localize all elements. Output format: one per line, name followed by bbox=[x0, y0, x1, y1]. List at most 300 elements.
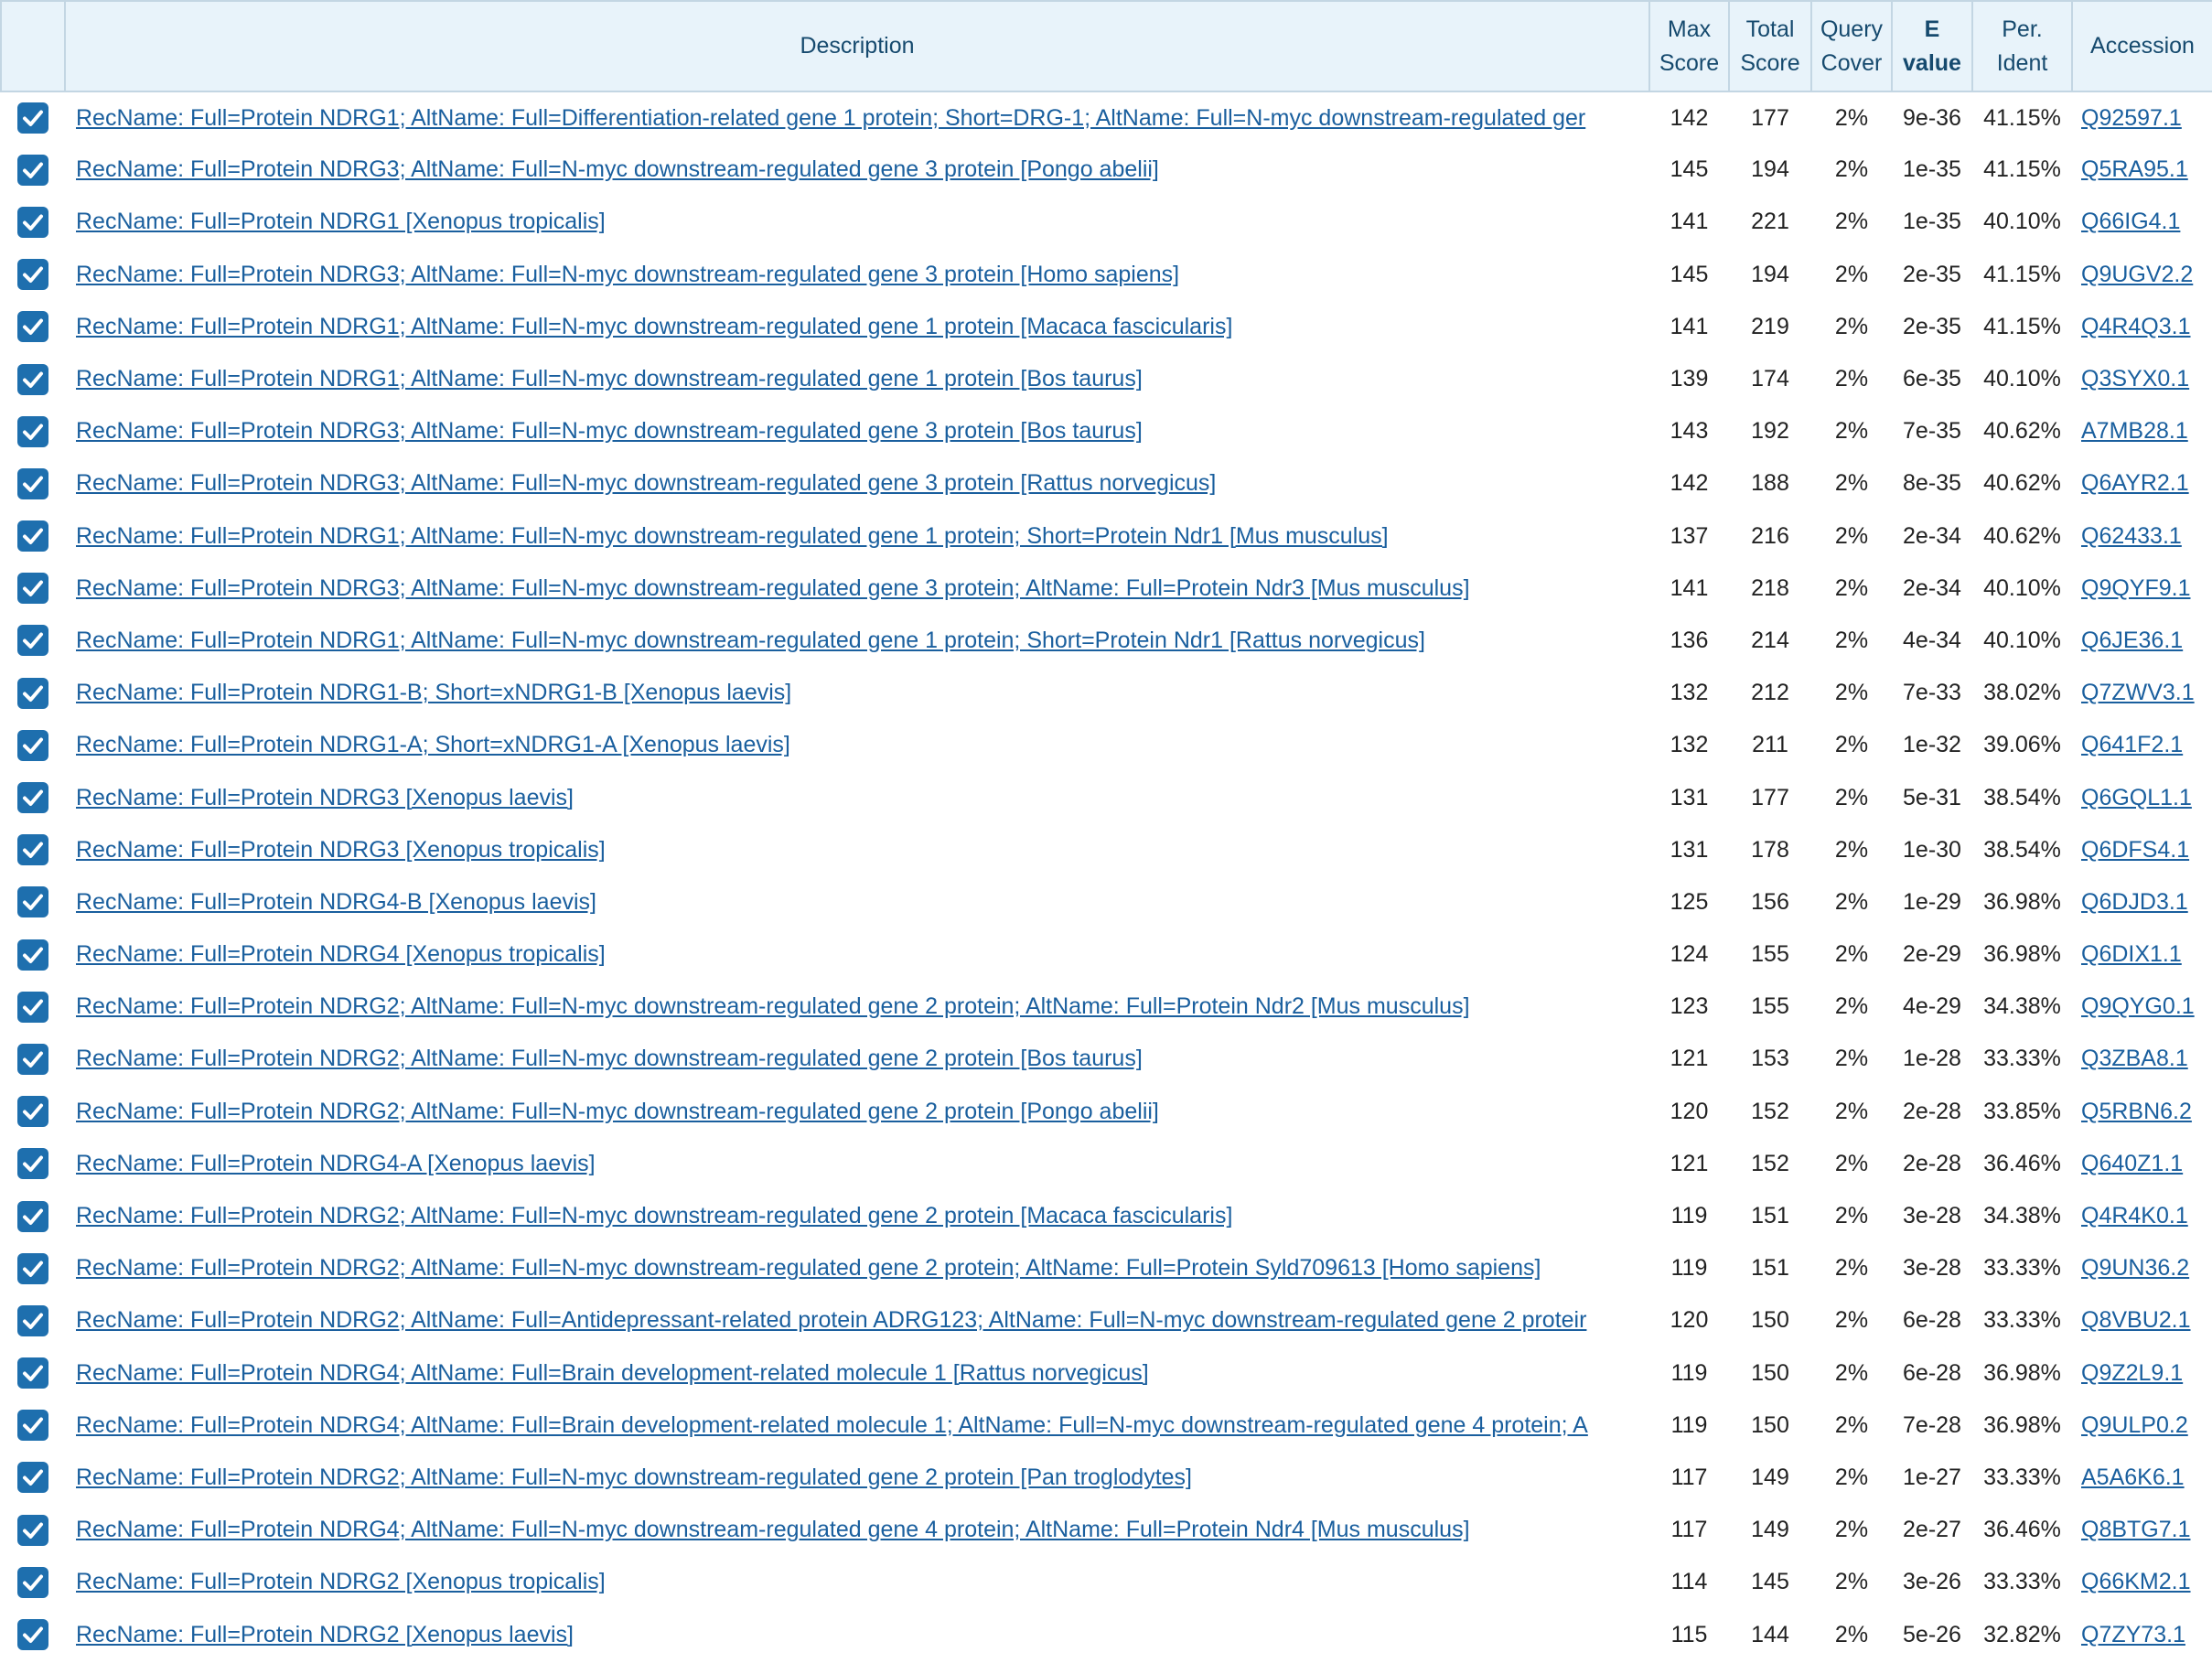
table-row bbox=[1, 667, 2212, 719]
total-score-cell: 188 bbox=[1751, 470, 1789, 497]
description-link[interactable]: RecName: Full=Protein NDRG2; AltName: Full=N-myc downstream-regulated gene 2 protein [Pan troglodytes] bbox=[76, 1464, 1192, 1490]
row-checkbox-cell bbox=[1, 457, 65, 510]
accession-link[interactable]: Q7ZWV3.1 bbox=[2081, 680, 2195, 706]
row-checkbox-cell bbox=[1, 1504, 65, 1556]
accession-cell bbox=[2072, 1452, 2212, 1504]
table-body bbox=[1, 91, 2212, 1661]
accession-cell bbox=[2072, 981, 2212, 1033]
query-cover-cell: 2% bbox=[1834, 993, 1869, 1020]
per-ident-cell: 38.54% bbox=[1983, 836, 2061, 863]
query-cover-cell: 2% bbox=[1834, 1255, 1869, 1282]
accession-link[interactable]: Q8VBU2.1 bbox=[2081, 1307, 2191, 1334]
table-row bbox=[1, 1086, 2212, 1138]
total-score-cell: 219 bbox=[1751, 313, 1789, 339]
description-link[interactable]: RecName: Full=Protein NDRG2; AltName: Full=N-myc downstream-regulated gene 2 protein; AltName: Full=Protein Syld709613 [Homo sapiens] bbox=[76, 1255, 1541, 1282]
row-checkbox[interactable] bbox=[17, 1567, 48, 1598]
accession-link[interactable]: Q5RA95.1 bbox=[2081, 156, 2188, 183]
max-score-cell: 143 bbox=[1670, 418, 1709, 445]
checkmark-icon bbox=[20, 1151, 46, 1176]
query-cover-cell: 2% bbox=[1834, 1411, 1869, 1438]
description-link[interactable]: RecName: Full=Protein NDRG1-A; Short=xNDRG1-A [Xenopus laevis] bbox=[76, 732, 790, 758]
query-cover-cell: 2% bbox=[1834, 209, 1869, 235]
total-score-cell: 214 bbox=[1751, 627, 1789, 653]
e-value-cell: 7e-35 bbox=[1903, 418, 1961, 445]
per-ident-cell: 34.38% bbox=[1983, 993, 2061, 1020]
accession-link[interactable]: Q6AYR2.1 bbox=[2081, 470, 2189, 497]
accession-link[interactable]: Q6GQL1.1 bbox=[2081, 784, 2192, 810]
description-link[interactable]: RecName: Full=Protein NDRG3; AltName: Full=N-myc downstream-regulated gene 3 protein [Homo sapiens] bbox=[76, 261, 1180, 287]
per-ident-cell: 33.85% bbox=[1983, 1098, 2061, 1124]
row-checkbox[interactable] bbox=[17, 625, 48, 656]
description-link[interactable]: RecName: Full=Protein NDRG4 [Xenopus tropicalis] bbox=[76, 941, 606, 968]
accession-link[interactable]: Q7ZY73.1 bbox=[2081, 1621, 2185, 1647]
description-link[interactable]: RecName: Full=Protein NDRG1; AltName: Full=Differentiation-related gene 1 protein; Short=DRG-1; AltName: Full=N-myc downstream-regulated ger bbox=[76, 104, 1586, 131]
checkmark-icon bbox=[20, 837, 46, 863]
per-ident-cell: 38.54% bbox=[1983, 784, 2061, 810]
max-score-cell: 145 bbox=[1670, 261, 1709, 287]
max-score-column-header[interactable] bbox=[1649, 1, 1729, 91]
query-cover-cell: 2% bbox=[1834, 680, 1869, 706]
description-link[interactable]: RecName: Full=Protein NDRG3; AltName: Full=N-myc downstream-regulated gene 3 protein [Rattus norvegicus] bbox=[76, 470, 1217, 497]
max-score-cell: 114 bbox=[1670, 1569, 1708, 1595]
table-row bbox=[1, 1138, 2212, 1190]
checkmark-icon bbox=[20, 314, 46, 339]
row-checkbox-cell bbox=[1, 824, 65, 876]
description-link[interactable]: RecName: Full=Protein NDRG1; AltName: Full=N-myc downstream-regulated gene 1 protein [Bos taurus] bbox=[76, 366, 1143, 392]
row-checkbox-cell bbox=[1, 876, 65, 928]
e-value-cell: 4e-34 bbox=[1903, 627, 1961, 653]
checkmark-icon bbox=[20, 575, 46, 601]
row-checkbox[interactable] bbox=[17, 1096, 48, 1127]
per-ident-cell: 36.46% bbox=[1983, 1517, 2061, 1543]
description-cell bbox=[65, 771, 1649, 823]
max-score-cell: 142 bbox=[1670, 470, 1709, 497]
query-cover-cell: 2% bbox=[1834, 1307, 1869, 1334]
description-cell bbox=[65, 824, 1649, 876]
accession-link[interactable]: Q6DIX1.1 bbox=[2081, 941, 2182, 968]
description-link[interactable]: RecName: Full=Protein NDRG4; AltName: Full=N-myc downstream-regulated gene 4 protein; AltName: Full=Protein Ndr4 [Mus musculus] bbox=[76, 1517, 1470, 1543]
description-cell bbox=[65, 563, 1649, 615]
total-score-header-line1: Total bbox=[1745, 16, 1795, 42]
description-cell bbox=[65, 249, 1649, 301]
e-value-cell: 5e-31 bbox=[1903, 784, 1961, 810]
description-cell bbox=[65, 196, 1649, 248]
e-value-cell: 2e-34 bbox=[1903, 522, 1961, 549]
row-checkbox-cell bbox=[1, 249, 65, 301]
per-ident-cell: 40.62% bbox=[1983, 418, 2061, 445]
e-value-cell: 6e-35 bbox=[1903, 366, 1961, 392]
total-score-cell: 155 bbox=[1751, 941, 1789, 968]
row-checkbox-cell bbox=[1, 1347, 65, 1400]
description-link[interactable]: RecName: Full=Protein NDRG4-B [Xenopus laevis] bbox=[76, 888, 596, 915]
max-score-header-line2: Score bbox=[1659, 49, 1720, 76]
query-cover-cell: 2% bbox=[1834, 732, 1869, 758]
table-row bbox=[1, 510, 2212, 563]
e-value-cell: 2e-27 bbox=[1903, 1517, 1961, 1543]
description-link[interactable]: RecName: Full=Protein NDRG2; AltName: Full=N-myc downstream-regulated gene 2 protein [Pongo abelii] bbox=[76, 1098, 1159, 1124]
row-checkbox[interactable] bbox=[17, 939, 48, 971]
accession-cell bbox=[2072, 457, 2212, 510]
table-row bbox=[1, 301, 2212, 353]
per-ident-cell: 41.15% bbox=[1983, 261, 2061, 287]
per-ident-cell: 40.10% bbox=[1983, 627, 2061, 653]
description-link[interactable]: RecName: Full=Protein NDRG2; AltName: Full=Antidepressant-related protein ADRG123; AltName: Full=N-myc downstream-regulated gene 2 proteir bbox=[76, 1307, 1587, 1334]
accession-link[interactable]: Q3SYX0.1 bbox=[2081, 366, 2190, 392]
row-checkbox-cell bbox=[1, 981, 65, 1033]
table-row bbox=[1, 981, 2212, 1033]
query-cover-cell: 2% bbox=[1834, 1621, 1869, 1647]
accession-link[interactable]: A5A6K6.1 bbox=[2081, 1464, 2185, 1490]
total-score-cell: 150 bbox=[1751, 1307, 1789, 1334]
row-checkbox-cell bbox=[1, 1242, 65, 1294]
total-score-cell: 177 bbox=[1751, 784, 1789, 810]
description-link[interactable]: RecName: Full=Protein NDRG1-B; Short=xNDRG1-B [Xenopus laevis] bbox=[76, 680, 792, 706]
accession-cell bbox=[2072, 615, 2212, 667]
checkmark-icon bbox=[20, 733, 46, 758]
table-row bbox=[1, 615, 2212, 667]
description-cell bbox=[65, 1556, 1649, 1608]
table-row bbox=[1, 1452, 2212, 1504]
max-score-cell: 124 bbox=[1670, 941, 1709, 968]
per-ident-cell: 38.02% bbox=[1983, 680, 2061, 706]
row-checkbox-cell bbox=[1, 301, 65, 353]
description-link[interactable]: RecName: Full=Protein NDRG2; AltName: Full=N-myc downstream-regulated gene 2 protein [Macaca fascicularis] bbox=[76, 1203, 1233, 1229]
total-score-cell: 194 bbox=[1751, 156, 1789, 183]
accession-cell bbox=[2072, 876, 2212, 928]
per-ident-cell: 36.98% bbox=[1983, 941, 2061, 968]
table-row bbox=[1, 457, 2212, 510]
accession-cell bbox=[2072, 353, 2212, 405]
row-checkbox[interactable] bbox=[17, 1619, 48, 1650]
description-link[interactable]: RecName: Full=Protein NDRG4; AltName: Full=Brain development-related molecule 1 [Rattus norvegicus] bbox=[76, 1359, 1149, 1386]
table-row bbox=[1, 1242, 2212, 1294]
max-score-cell: 121 bbox=[1670, 1046, 1709, 1072]
description-link[interactable]: RecName: Full=Protein NDRG4-A [Xenopus laevis] bbox=[76, 1150, 596, 1176]
query-cover-cell: 2% bbox=[1834, 156, 1869, 183]
description-cell bbox=[65, 1452, 1649, 1504]
e-value-cell: 5e-26 bbox=[1903, 1621, 1961, 1647]
e-value-cell: 1e-27 bbox=[1903, 1464, 1961, 1490]
description-cell bbox=[65, 615, 1649, 667]
per-ident-cell: 33.33% bbox=[1983, 1255, 2061, 1282]
row-checkbox[interactable] bbox=[17, 1044, 48, 1075]
total-score-cell: 152 bbox=[1751, 1098, 1789, 1124]
row-checkbox-cell bbox=[1, 1033, 65, 1085]
row-checkbox[interactable] bbox=[17, 992, 48, 1023]
max-score-cell: 119 bbox=[1670, 1203, 1708, 1229]
max-score-cell: 142 bbox=[1670, 104, 1709, 131]
accession-link[interactable]: Q92597.1 bbox=[2081, 104, 2182, 131]
per-ident-header-line1: Per. bbox=[2002, 16, 2043, 42]
row-checkbox[interactable] bbox=[17, 207, 48, 238]
description-link[interactable]: RecName: Full=Protein NDRG3 [Xenopus tropicalis] bbox=[76, 836, 606, 863]
per-ident-cell: 34.38% bbox=[1983, 1203, 2061, 1229]
total-score-cell: 153 bbox=[1751, 1046, 1789, 1072]
table-row bbox=[1, 928, 2212, 981]
row-checkbox-cell bbox=[1, 615, 65, 667]
accession-link[interactable]: Q9ULP0.2 bbox=[2081, 1411, 2188, 1438]
query-cover-cell: 2% bbox=[1834, 366, 1869, 392]
total-score-cell: 174 bbox=[1751, 366, 1789, 392]
row-checkbox-cell bbox=[1, 405, 65, 457]
row-checkbox[interactable] bbox=[17, 259, 48, 290]
accession-link[interactable]: Q641F2.1 bbox=[2081, 732, 2184, 758]
e-value-cell: 1e-29 bbox=[1903, 888, 1961, 915]
row-checkbox-cell bbox=[1, 1086, 65, 1138]
checkmark-icon bbox=[20, 367, 46, 392]
row-checkbox-cell bbox=[1, 719, 65, 771]
per-ident-column-header[interactable] bbox=[1972, 1, 2072, 91]
per-ident-cell: 40.62% bbox=[1983, 522, 2061, 549]
row-checkbox[interactable] bbox=[17, 886, 48, 917]
query-cover-cell: 2% bbox=[1834, 418, 1869, 445]
checkmark-icon bbox=[20, 942, 46, 968]
select-all-header[interactable] bbox=[1, 1, 65, 91]
row-checkbox[interactable] bbox=[17, 364, 48, 395]
accession-link[interactable]: Q66IG4.1 bbox=[2081, 209, 2181, 235]
checkmark-icon bbox=[20, 105, 46, 131]
query-cover-cell: 2% bbox=[1834, 888, 1869, 915]
per-ident-cell: 40.62% bbox=[1983, 470, 2061, 497]
max-score-cell: 145 bbox=[1670, 156, 1709, 183]
row-checkbox[interactable] bbox=[17, 102, 48, 134]
e-value-cell: 8e-35 bbox=[1903, 470, 1961, 497]
accession-cell bbox=[2072, 1138, 2212, 1190]
per-ident-cell: 41.15% bbox=[1983, 313, 2061, 339]
accession-link[interactable]: Q9Z2L9.1 bbox=[2081, 1359, 2184, 1386]
description-link[interactable]: RecName: Full=Protein NDRG3 [Xenopus laevis] bbox=[76, 784, 574, 810]
accession-link[interactable]: Q4R4Q3.1 bbox=[2081, 313, 2191, 339]
row-checkbox[interactable] bbox=[17, 1410, 48, 1441]
accession-link[interactable]: Q66KM2.1 bbox=[2081, 1569, 2191, 1595]
query-cover-header-line1: Query bbox=[1820, 16, 1884, 42]
per-ident-cell: 40.10% bbox=[1983, 209, 2061, 235]
max-score-cell: 141 bbox=[1670, 574, 1709, 601]
accession-link[interactable]: Q6DJD3.1 bbox=[2081, 888, 2188, 915]
row-checkbox-cell bbox=[1, 144, 65, 196]
query-cover-cell: 2% bbox=[1834, 627, 1869, 653]
query-cover-cell: 2% bbox=[1834, 313, 1869, 339]
query-cover-column-header[interactable] bbox=[1811, 1, 1892, 91]
row-checkbox-cell bbox=[1, 1138, 65, 1190]
accession-link[interactable]: Q9QYF9.1 bbox=[2081, 574, 2191, 601]
accession-link[interactable]: Q9QYG0.1 bbox=[2081, 993, 2195, 1020]
checkmark-icon bbox=[20, 262, 46, 287]
accession-cell bbox=[2072, 510, 2212, 563]
e-value-cell: 1e-35 bbox=[1903, 156, 1961, 183]
accession-cell bbox=[2072, 1190, 2212, 1242]
table-row bbox=[1, 824, 2212, 876]
accession-link[interactable]: Q9UN36.2 bbox=[2081, 1255, 2190, 1282]
checkmark-icon bbox=[20, 889, 46, 915]
description-column-header[interactable] bbox=[65, 1, 1649, 91]
row-checkbox[interactable] bbox=[17, 416, 48, 447]
per-ident-cell: 36.98% bbox=[1983, 888, 2061, 915]
description-link[interactable]: RecName: Full=Protein NDRG2; AltName: Full=N-myc downstream-regulated gene 2 protein [Bos taurus] bbox=[76, 1046, 1143, 1072]
per-ident-cell: 41.15% bbox=[1983, 156, 2061, 183]
accession-cell bbox=[2072, 667, 2212, 719]
accession-link[interactable]: Q62433.1 bbox=[2081, 522, 2182, 549]
accession-link[interactable]: Q640Z1.1 bbox=[2081, 1150, 2184, 1176]
e-value-cell: 1e-32 bbox=[1903, 732, 1961, 758]
max-score-cell: 141 bbox=[1670, 209, 1709, 235]
query-cover-cell: 2% bbox=[1834, 836, 1869, 863]
checkmark-icon bbox=[20, 1204, 46, 1229]
row-checkbox[interactable] bbox=[17, 520, 48, 552]
row-checkbox[interactable] bbox=[17, 311, 48, 342]
max-score-cell: 125 bbox=[1670, 888, 1709, 915]
per-ident-cell: 36.98% bbox=[1983, 1411, 2061, 1438]
row-checkbox[interactable] bbox=[17, 678, 48, 709]
description-link[interactable]: RecName: Full=Protein NDRG1; AltName: Full=N-myc downstream-regulated gene 1 protein; Short=Protein Ndr1 [Mus musculus] bbox=[76, 522, 1389, 549]
description-link[interactable]: RecName: Full=Protein NDRG2 [Xenopus laevis] bbox=[76, 1621, 574, 1647]
max-score-cell: 120 bbox=[1670, 1307, 1709, 1334]
description-link[interactable]: RecName: Full=Protein NDRG4; AltName: Full=Brain development-related molecule 1; AltName: Full=N-myc downstream-regulated gene 4 protein; A bbox=[76, 1411, 1588, 1438]
description-link[interactable]: RecName: Full=Protein NDRG1 [Xenopus tropicalis] bbox=[76, 209, 606, 235]
table-row bbox=[1, 719, 2212, 771]
per-ident-cell: 33.33% bbox=[1983, 1046, 2061, 1072]
checkmark-icon bbox=[20, 1360, 46, 1386]
checkmark-icon bbox=[20, 157, 46, 183]
accession-column-header[interactable] bbox=[2072, 1, 2212, 91]
row-checkbox[interactable] bbox=[17, 155, 48, 186]
description-link[interactable]: RecName: Full=Protein NDRG2; AltName: Full=N-myc downstream-regulated gene 2 protein; AltName: Full=Protein Ndr2 [Mus musculus] bbox=[76, 993, 1470, 1020]
description-cell bbox=[65, 667, 1649, 719]
max-score-cell: 115 bbox=[1670, 1621, 1708, 1647]
row-checkbox[interactable] bbox=[17, 1253, 48, 1284]
total-score-cell: 155 bbox=[1751, 993, 1789, 1020]
total-score-cell: 152 bbox=[1751, 1150, 1789, 1176]
accession-cell bbox=[2072, 1033, 2212, 1085]
accession-cell bbox=[2072, 1294, 2212, 1346]
e-value-header-line1: E bbox=[1924, 16, 1940, 42]
checkmark-icon bbox=[20, 1308, 46, 1334]
checkmark-icon bbox=[20, 785, 46, 810]
row-checkbox[interactable] bbox=[17, 834, 48, 865]
accession-cell bbox=[2072, 1347, 2212, 1400]
per-ident-cell: 32.82% bbox=[1983, 1621, 2061, 1647]
header-row bbox=[1, 1, 2212, 91]
max-score-cell: 119 bbox=[1670, 1359, 1708, 1386]
e-value-cell: 3e-28 bbox=[1903, 1203, 1961, 1229]
checkmark-icon bbox=[20, 1099, 46, 1124]
row-checkbox-cell bbox=[1, 667, 65, 719]
description-cell bbox=[65, 1608, 1649, 1660]
table-row bbox=[1, 249, 2212, 301]
row-checkbox-cell bbox=[1, 91, 65, 144]
total-score-column-header[interactable] bbox=[1729, 1, 1811, 91]
row-checkbox[interactable] bbox=[17, 573, 48, 604]
accession-link[interactable]: Q3ZBA8.1 bbox=[2081, 1046, 2188, 1072]
description-link[interactable]: RecName: Full=Protein NDRG1; AltName: Full=N-myc downstream-regulated gene 1 protein [Macaca fascicularis] bbox=[76, 313, 1233, 339]
total-score-cell: 178 bbox=[1751, 836, 1789, 863]
e-value-cell: 3e-28 bbox=[1903, 1255, 1961, 1282]
e-value-cell: 4e-29 bbox=[1903, 993, 1961, 1020]
row-checkbox-cell bbox=[1, 196, 65, 248]
table-row bbox=[1, 1400, 2212, 1452]
description-cell bbox=[65, 1138, 1649, 1190]
accession-link[interactable]: Q4R4K0.1 bbox=[2081, 1203, 2188, 1229]
row-checkbox-cell bbox=[1, 353, 65, 405]
row-checkbox[interactable] bbox=[17, 1201, 48, 1232]
query-cover-cell: 2% bbox=[1834, 522, 1869, 549]
checkmark-icon bbox=[20, 994, 46, 1020]
row-checkbox[interactable] bbox=[17, 782, 48, 813]
table-row bbox=[1, 876, 2212, 928]
description-cell bbox=[65, 1033, 1649, 1085]
max-score-cell: 123 bbox=[1670, 993, 1709, 1020]
accession-cell bbox=[2072, 563, 2212, 615]
accession-cell bbox=[2072, 771, 2212, 823]
total-score-header-line2: Score bbox=[1740, 49, 1800, 76]
accession-link[interactable]: Q5RBN6.2 bbox=[2081, 1098, 2192, 1124]
max-score-cell: 131 bbox=[1670, 784, 1709, 810]
total-score-cell: 216 bbox=[1751, 522, 1789, 549]
e-value-column-header[interactable] bbox=[1892, 1, 1972, 91]
total-score-cell: 218 bbox=[1751, 574, 1789, 601]
checkmark-icon bbox=[20, 1518, 46, 1543]
total-score-cell: 221 bbox=[1751, 209, 1789, 235]
row-checkbox[interactable] bbox=[17, 468, 48, 499]
accession-cell bbox=[2072, 1086, 2212, 1138]
e-value-cell: 3e-26 bbox=[1903, 1569, 1961, 1595]
accession-link[interactable]: Q6JE36.1 bbox=[2081, 627, 2184, 653]
table-row bbox=[1, 771, 2212, 823]
row-checkbox[interactable] bbox=[17, 730, 48, 761]
query-cover-cell: 2% bbox=[1834, 104, 1869, 131]
e-value-cell: 7e-28 bbox=[1903, 1411, 1961, 1438]
description-cell bbox=[65, 405, 1649, 457]
accession-link[interactable]: A7MB28.1 bbox=[2081, 418, 2188, 445]
accession-link[interactable]: Q8BTG7.1 bbox=[2081, 1517, 2191, 1543]
description-link[interactable]: RecName: Full=Protein NDRG1; AltName: Full=N-myc downstream-regulated gene 1 protein; Short=Protein Ndr1 [Rattus norvegicus] bbox=[76, 627, 1425, 653]
accession-link[interactable]: Q6DFS4.1 bbox=[2081, 836, 2190, 863]
row-checkbox[interactable] bbox=[17, 1462, 48, 1493]
accession-cell bbox=[2072, 301, 2212, 353]
description-cell bbox=[65, 928, 1649, 981]
max-score-cell: 117 bbox=[1670, 1464, 1708, 1490]
checkmark-icon bbox=[20, 1570, 46, 1595]
description-link[interactable]: RecName: Full=Protein NDRG3; AltName: Full=N-myc downstream-regulated gene 3 protein [Bos taurus] bbox=[76, 418, 1143, 445]
query-cover-cell: 2% bbox=[1834, 941, 1869, 968]
max-score-cell: 141 bbox=[1670, 313, 1709, 339]
total-score-cell: 144 bbox=[1751, 1621, 1789, 1647]
description-link[interactable]: RecName: Full=Protein NDRG3; AltName: Full=N-myc downstream-regulated gene 3 protein [Pongo abelii] bbox=[76, 156, 1159, 183]
e-value-cell: 1e-28 bbox=[1903, 1046, 1961, 1072]
max-score-cell: 121 bbox=[1670, 1150, 1709, 1176]
description-link[interactable]: RecName: Full=Protein NDRG3; AltName: Full=N-myc downstream-regulated gene 3 protein; AltName: Full=Protein Ndr3 [Mus musculus] bbox=[76, 574, 1470, 601]
e-value-cell: 7e-33 bbox=[1903, 680, 1961, 706]
total-score-cell: 150 bbox=[1751, 1359, 1789, 1386]
description-cell bbox=[65, 1242, 1649, 1294]
row-checkbox[interactable] bbox=[17, 1515, 48, 1546]
row-checkbox[interactable] bbox=[17, 1357, 48, 1389]
query-cover-cell: 2% bbox=[1834, 1517, 1869, 1543]
query-cover-cell: 2% bbox=[1834, 1150, 1869, 1176]
table-row bbox=[1, 196, 2212, 248]
description-link[interactable]: RecName: Full=Protein NDRG2 [Xenopus tropicalis] bbox=[76, 1569, 606, 1595]
row-checkbox[interactable] bbox=[17, 1148, 48, 1179]
per-ident-cell: 40.10% bbox=[1983, 574, 2061, 601]
row-checkbox[interactable] bbox=[17, 1305, 48, 1336]
row-checkbox-cell bbox=[1, 563, 65, 615]
accession-link[interactable]: Q9UGV2.2 bbox=[2081, 261, 2194, 287]
row-checkbox-cell bbox=[1, 1400, 65, 1452]
per-ident-cell: 40.10% bbox=[1983, 366, 2061, 392]
max-score-cell: 119 bbox=[1670, 1255, 1708, 1282]
description-cell bbox=[65, 353, 1649, 405]
total-score-cell: 149 bbox=[1751, 1517, 1789, 1543]
